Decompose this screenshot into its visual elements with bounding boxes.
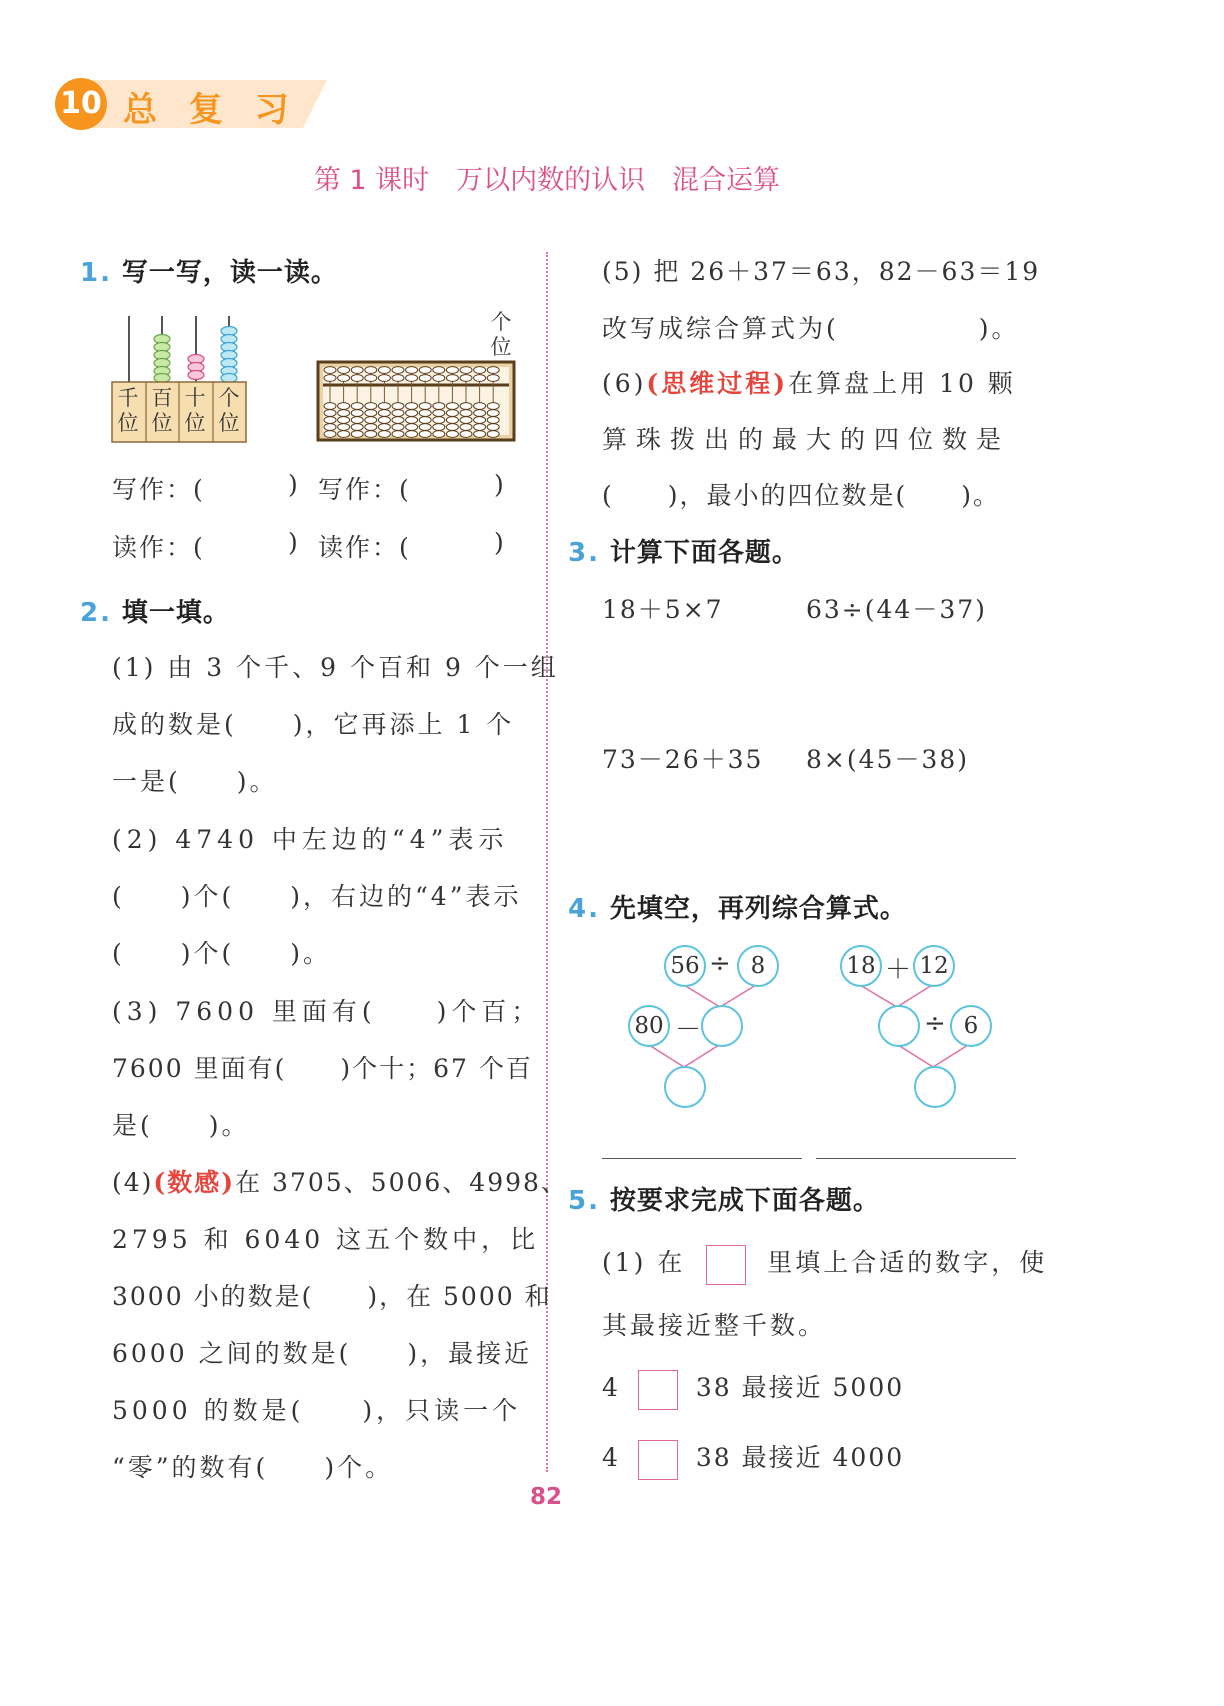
write-label-2: 写作：(	[318, 475, 411, 504]
digit-input-box[interactable]	[638, 1370, 678, 1410]
q5-row	[602, 1438, 904, 1480]
read-label-1: 读作：(	[112, 533, 205, 562]
q2-part5-line: 改写成综合算式为( )。	[602, 314, 1020, 343]
row-text: 38 最接近 4000	[695, 1443, 905, 1472]
digit-input-box[interactable]	[638, 1440, 678, 1480]
tree1-value-circle: 80	[628, 1005, 670, 1047]
question-title: 填一填。	[121, 598, 230, 628]
number-sense-tag: (数感)	[153, 1168, 236, 1197]
close-paren: )	[288, 528, 300, 557]
q2-line: 6000 之间的数是( )，最接近	[112, 1339, 533, 1368]
answer-line-1[interactable]	[602, 1158, 802, 1159]
tree1-result-circle[interactable]	[664, 1066, 706, 1108]
ones-place-label: 个位	[490, 310, 512, 359]
page-number: 82	[529, 1484, 562, 1510]
place-label-hundreds: 百位	[151, 386, 173, 435]
question-number: 2.	[80, 598, 112, 628]
q2-line: (3) 7600 里面有( )个百；	[112, 997, 542, 1026]
close-paren: )	[288, 470, 300, 499]
answer-line-2[interactable]	[816, 1158, 1016, 1159]
q2-part6-first-line	[602, 364, 1016, 400]
place-label-tens: 十位	[184, 386, 206, 435]
q2-line: 是( )。	[112, 1111, 250, 1140]
question-title: 按要求完成下面各题。	[609, 1186, 880, 1216]
tree1-operator: －	[675, 1015, 702, 1045]
part-text: 在 3705、5006、4998、	[235, 1168, 568, 1197]
digit-prefix: 4	[602, 1373, 620, 1402]
calc-expression: 18＋5×7	[602, 595, 724, 624]
question-number: 5.	[568, 1186, 600, 1216]
digit-prefix: 4	[602, 1443, 620, 1472]
tree1-value-circle: 8	[737, 945, 779, 987]
tree2-answer-circle[interactable]	[878, 1005, 920, 1047]
suanpan-drawing	[316, 360, 516, 442]
question-number: 4.	[568, 894, 600, 924]
q1-write-row	[112, 470, 205, 506]
calc-expression: 8×(45－38)	[806, 745, 969, 774]
lesson-number-circle: 10	[55, 78, 107, 130]
q2-part6-line: 算珠拨出的最大的四位数是	[602, 425, 1011, 454]
q5-part1-line: 其最接近整千数。	[602, 1311, 827, 1340]
q2-line: (1) 由 3 个千、9 个百和 9 个一组	[112, 653, 559, 682]
lesson-banner	[55, 76, 327, 132]
q5-part1-line	[602, 1243, 1047, 1285]
tree2-value-circle: 6	[950, 1005, 992, 1047]
row-text: 38 最接近 5000	[695, 1373, 905, 1402]
tree1-value-circle: 56	[664, 945, 706, 987]
question-4-heading	[568, 888, 907, 925]
q2-line: “零”的数有( )个。	[112, 1453, 394, 1482]
question-number: 3.	[568, 538, 600, 568]
q2-line: 7600 里面有( )个十；67 个百	[112, 1054, 533, 1083]
write-label-1: 写作：(	[112, 475, 205, 504]
lesson-title: 总 复 习	[123, 90, 299, 130]
question-3-heading	[568, 532, 799, 569]
q2-line: (2) 4740 中左边的“4”表示	[112, 825, 509, 854]
place-label-thousands: 千位	[117, 386, 139, 435]
tree1-answer-circle[interactable]	[701, 1005, 743, 1047]
counting-frame	[110, 312, 250, 444]
tree1-operator: ÷	[709, 949, 731, 979]
digit-box-example	[706, 1245, 746, 1285]
close-paren: )	[494, 528, 506, 557]
tree2-operator: ÷	[924, 1009, 946, 1039]
part-label: (4)	[112, 1168, 154, 1197]
tree2-operator: ＋	[885, 955, 912, 985]
part-text: 里填上合适的数字，使	[767, 1248, 1048, 1277]
q2-part6-line: ( )，最小的四位数是( )。	[602, 481, 1001, 510]
page-subtitle: 第 1 课时 万以内数的认识 混合运算	[313, 165, 781, 196]
q2-part5-line: (5) 把 26＋37＝63，82－63＝19	[602, 257, 1041, 286]
q2-line: 一是( )。	[112, 767, 278, 796]
question-number: 1.	[80, 258, 112, 288]
thinking-process-tag: (思维过程)	[646, 369, 789, 398]
close-paren: )	[494, 470, 506, 499]
part-text: (1) 在	[602, 1248, 686, 1277]
q2-line: ( )个( )。	[112, 939, 332, 968]
tree2-result-circle[interactable]	[914, 1066, 956, 1108]
tree2-value-circle: 18	[840, 945, 882, 987]
question-5-heading	[568, 1180, 880, 1217]
question-1-heading	[80, 252, 338, 289]
part-text: 在算盘上用 10 颗	[788, 369, 1016, 398]
q2-part4-first-line	[112, 1163, 568, 1199]
read-label-2: 读作：(	[318, 533, 411, 562]
q2-line: 2795 和 6040 这五个数中，比	[112, 1225, 540, 1254]
place-label-ones: 个位	[218, 386, 240, 435]
q5-row	[602, 1368, 904, 1410]
tree2-value-circle: 12	[913, 945, 955, 987]
question-title: 先填空，再列综合算式。	[609, 894, 907, 924]
q2-line: ( )个( )，右边的“4”表示	[112, 882, 522, 911]
suanpan-abacus	[316, 360, 516, 442]
question-title: 计算下面各题。	[609, 538, 799, 568]
q2-line: 3000 小的数是( )，在 5000 和	[112, 1282, 552, 1311]
q2-line: 成的数是( )，它再添上 1 个	[112, 710, 515, 739]
question-title: 写一写，读一读。	[121, 258, 338, 288]
part-label: (6)	[602, 369, 647, 398]
calc-expression: 73－26＋35	[602, 745, 764, 774]
q2-line: 5000 的数是( )，只读一个	[112, 1396, 522, 1425]
question-2-heading	[80, 592, 230, 629]
calc-expression: 63÷(44－37)	[806, 595, 987, 624]
